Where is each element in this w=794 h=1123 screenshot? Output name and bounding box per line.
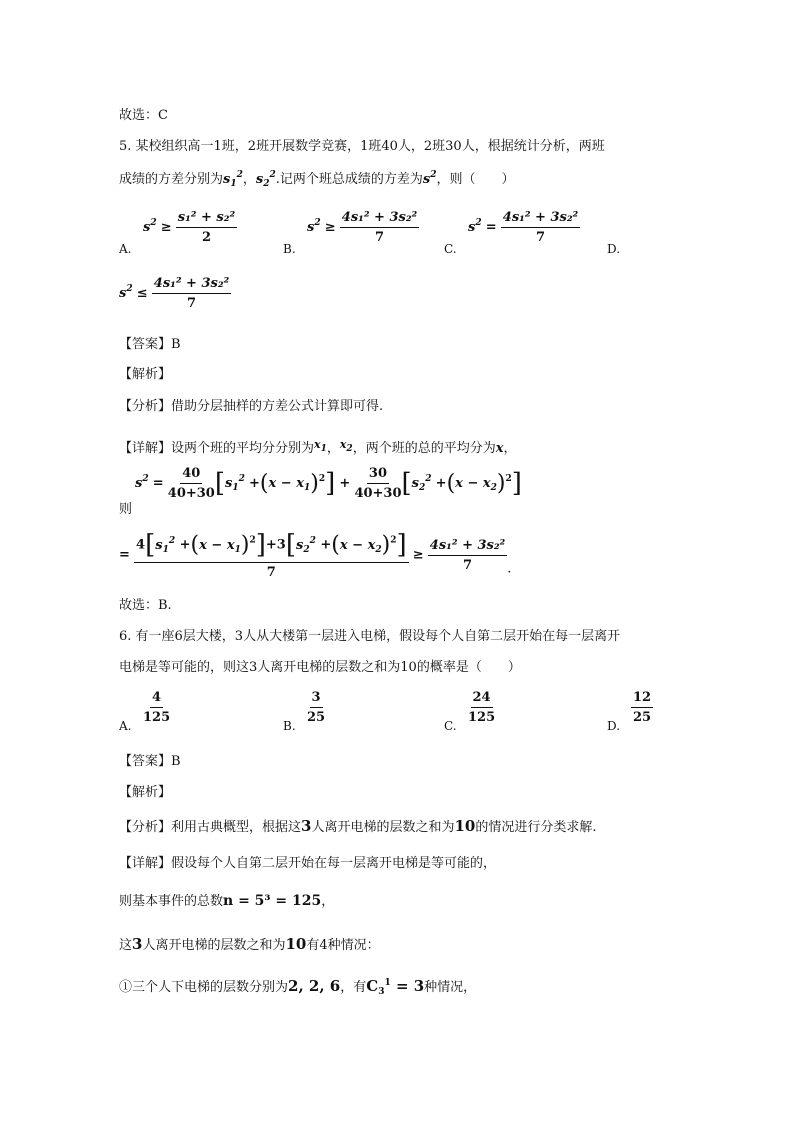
q6-total-text: 则基本事件的总数 — [119, 894, 224, 909]
q5-xiangjie-text: ，两个班的总的平均分为 — [352, 441, 496, 456]
q6-fenxi-text: 的情况进行分类求解. — [475, 820, 597, 835]
q5-stem-text: ，则（ ） — [436, 172, 515, 187]
q6-total-text: ， — [321, 894, 335, 909]
math-case1-values: 2, 2, 6 — [288, 977, 341, 995]
q4-answer-line: 故选：C — [119, 108, 168, 123]
math-10: 10 — [285, 935, 307, 953]
q5-answer: 【答案】B — [119, 337, 181, 352]
option-label: C. — [444, 242, 457, 256]
option-label: B. — [283, 719, 296, 733]
q6-cases — [119, 934, 380, 953]
q5-stem-text: .记两个班总成绩的方差为 — [275, 172, 423, 187]
q6-fenxi-text: 人离开电梯的层数之和为 — [311, 820, 455, 835]
q5-xiangjie-text: ， — [326, 441, 340, 456]
option-formula: $s^2$ = $\frac{\text{4s₁² + 3s₂²}}{7}$ — [468, 210, 579, 245]
q6-answer: 【答案】B — [119, 754, 181, 769]
math-x2: x2 — [339, 438, 353, 454]
q6-analysis-label: 【解析】 — [119, 785, 172, 800]
option-label: D. — [607, 242, 621, 256]
q5-fenxi: 【分析】借助分层抽样的方差公式计算即可得. — [119, 399, 384, 414]
q5-stem-text: ， — [242, 172, 256, 187]
math-3: 3 — [132, 935, 143, 953]
option-fraction: $\frac{12}{25}$ — [633, 690, 652, 725]
q6-fenxi-text: 【分析】利用古典概型，根据这 — [119, 820, 302, 835]
q5-xiangjie-text: 【详解】设两个班的平均分分别为 — [119, 441, 315, 456]
q6-case1-text: ，有 — [340, 980, 367, 995]
q5-stem-text: 成绩的方差分别为 — [119, 172, 224, 187]
q6-case1 — [119, 976, 476, 995]
math-s1-squared: $s_1^2$ — [223, 170, 243, 189]
q6-total — [119, 890, 334, 909]
option-fraction: $\frac{24}{125}$ — [468, 690, 496, 725]
math-s2-squared: $s_2^2$ — [255, 170, 276, 189]
q5-analysis-label: 【解析】 — [119, 367, 172, 382]
option-formula: $s^2$ ≥ $\frac{\text{4s₁² + 3s₂²}}{7}$ — [307, 210, 418, 245]
q6-case1-text: ①三个人下电梯的层数分别为 — [119, 980, 289, 995]
q6-fenxi — [119, 816, 596, 835]
math-10: 10 — [454, 817, 476, 835]
q6-xiangjie: 【详解】假设每个人自第二层开始在每一层离开电梯是等可能的， — [119, 856, 497, 871]
q6-cases-text: 人离开电梯的层数之和为 — [142, 938, 286, 953]
option-label: C. — [444, 719, 457, 733]
math-combination: $C_3^1 = 3$ — [366, 977, 425, 997]
option-label: A. — [119, 719, 132, 733]
ze-label: 则 — [119, 502, 133, 517]
q5-final: 故选：B. — [119, 598, 172, 613]
math-x: x — [495, 441, 504, 456]
q6-case1-text: 种情况， — [424, 980, 477, 995]
math-3: 3 — [301, 817, 312, 835]
q5-stem-line2 — [119, 168, 515, 187]
math-s-squared: $s^2$ — [422, 170, 437, 187]
option-fraction: $\frac{4}{125}$ — [143, 690, 171, 725]
variance-formula-2: = $\frac{4[s_1^2 +(x - x_1)^2]+3[s_2^2 +(x - x_2)^2]}{7}$ ≥ $\frac{\text{4s₁² + 3s₂²}}{7}$ . — [119, 530, 512, 580]
q5-stem-line1: 5. 某校组织高一1班，2班开展数学竞赛，1班40人，2班30人，根据统计分析，两班 — [119, 139, 605, 154]
math-total-expr: n = 5³ = 125 — [223, 893, 322, 909]
option-label: B. — [283, 242, 296, 256]
variance-formula-1: $s^2$ = $\frac{40}{40+30}$ $[s_1^2 +(x - x_1)^2]$ + $\frac{30}{40+30}$ $[s_2^2 +(x - x_2)^2]$ — [135, 466, 522, 501]
option-label: D. — [607, 719, 621, 733]
option-formula: $s^2$ ≥ $\frac{\text{s₁² + s₂²}}{2}$ — [143, 210, 236, 245]
option-fraction: $\frac{3}{25}$ — [307, 690, 326, 725]
q6-stem-line1: 6. 有一座6层大楼，3人从大楼第一层进入电梯，假设每个人自第二层开始在每一层离开 — [119, 629, 621, 644]
option-label: A. — [119, 242, 132, 256]
option-formula: $s^2$ ≤ $\frac{\text{4s₁² + 3s₂²}}{7}$ — [119, 276, 230, 311]
q5-xiangjie — [119, 437, 516, 456]
q5-option-d — [119, 276, 231, 311]
q5-xiangjie-text: ， — [503, 441, 517, 456]
math-x1: x1 — [314, 438, 327, 454]
q6-cases-text: 这 — [119, 938, 133, 953]
q6-stem-line2: 电梯是等可能的，则这3人离开电梯的层数之和为10的概率是（ ） — [119, 660, 521, 675]
q6-cases-text: 有4种情况： — [306, 938, 380, 953]
